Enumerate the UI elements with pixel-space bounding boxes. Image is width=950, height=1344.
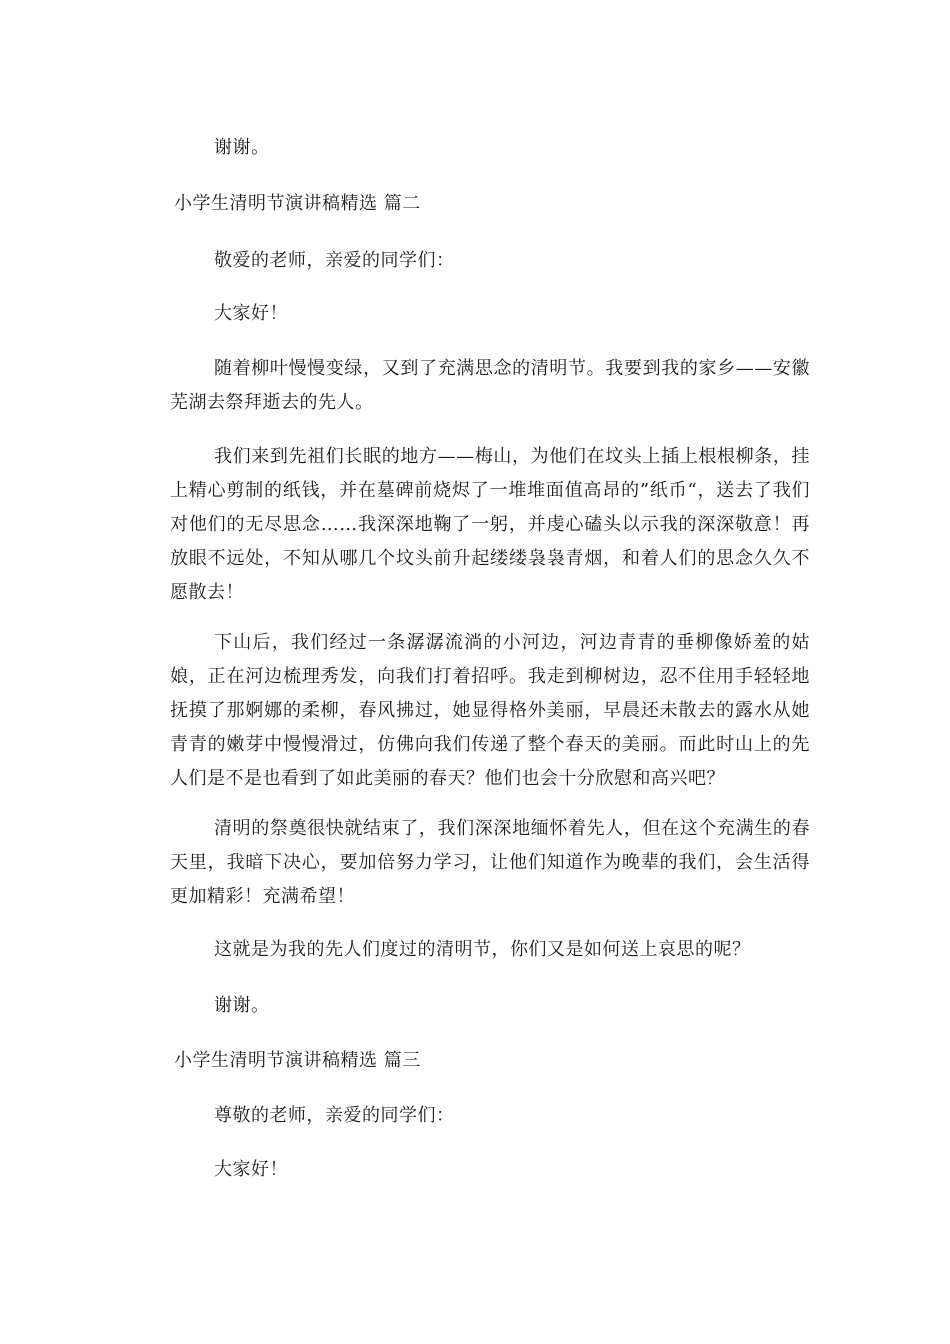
closing-text: 谢谢。 (214, 137, 270, 158)
greeting-text: 大家好！ (214, 303, 288, 324)
salutation-text: 敬爱的老师，亲爱的同学们： (214, 250, 455, 271)
question-text: 这就是为我的先人们度过的清明节，你们又是如何送上哀思的呢？ (214, 939, 751, 960)
paragraph: 随着柳叶慢慢变绿，又到了充满思念的清明节。我要到我的家乡——安徽芜湖去祭拜逝去的先人。 (170, 358, 810, 413)
paragraph: 我们来到先祖们长眠的地方——梅山，为他们在坟头上插上根根柳条，挂上精心剪制的纸钱，并在墓碑前烧烬了一堆堆面值高昂的”纸币“，送去了我们对他们的无尽思念……我深深地鞠了一躬，并虔心磕头以示我的深深敬意！再放眼不远处，不知从哪几个坟头前升起缕缕袅袅青烟，和着人们的思念久久不愿散去！ (170, 446, 810, 603)
section-heading: 小学生清明节演讲稿精选 篇二 (174, 193, 421, 214)
paragraph: 清明的祭奠很快就结束了，我们深深地缅怀着先人，但在这个充满生的春天里，我暗下决心，要加倍努力学习，让他们知道作为晚辈的我们，会生活得更加精彩！充满希望！ (170, 818, 810, 907)
closing-text: 谢谢。 (214, 995, 270, 1016)
salutation-text: 尊敬的老师，亲爱的同学们： (214, 1105, 455, 1126)
section-heading: 小学生清明节演讲稿精选 篇三 (174, 1050, 421, 1071)
paragraph: 下山后，我们经过一条潺潺流淌的小河边，河边青青的垂柳像娇羞的姑娘，正在河边梳理秀发，向我们打着招呼。我走到柳树边，忍不住用手轻轻地抚摸了那婀娜的柔柳，春风拂过，她显得格外美丽，早晨还未散去的露水从她青青的嫩芽中慢慢滑过，仿佛向我们传递了整个春天的美丽。而此时山上的先人们是不是也看到了如此美丽的春天？他们也会十分欣慰和高兴吧？ (170, 632, 810, 789)
greeting-text: 大家好！ (214, 1159, 288, 1180)
